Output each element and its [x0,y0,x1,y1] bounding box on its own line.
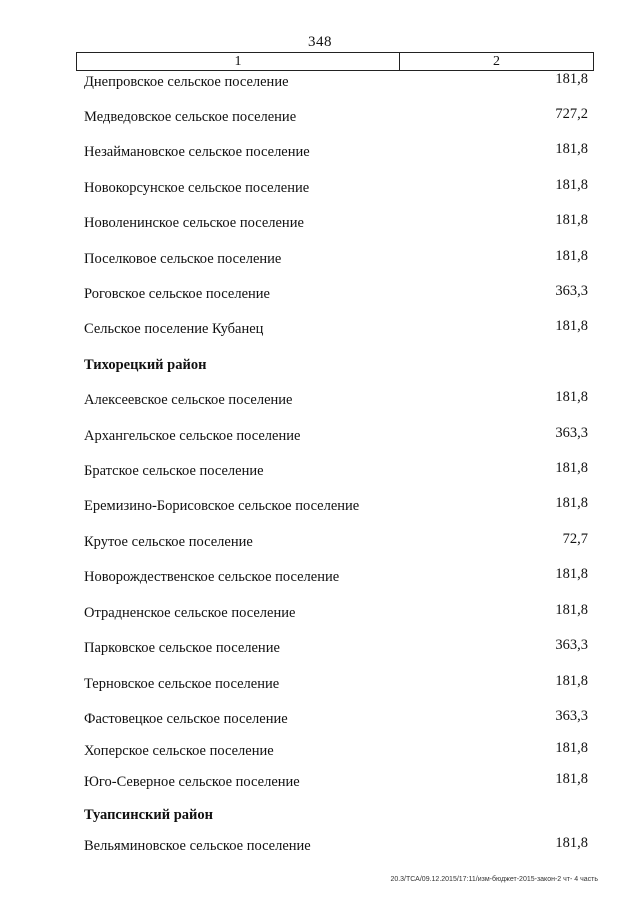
amount-value: 363,3 [555,425,588,441]
settlement-name: Фастовецкое сельское поселение [84,711,288,727]
table-row [84,709,594,729]
table-row [84,284,594,304]
amount-value: 363,3 [555,637,588,653]
amount-value: 181,8 [555,460,588,476]
amount-value: 181,8 [555,248,588,264]
table-row [84,674,594,694]
table-row [84,836,594,856]
table-row [84,603,594,623]
district-name: Тихорецкий район [84,357,207,373]
amount-value: 181,8 [555,602,588,618]
table-row [84,390,594,410]
column-header-2: 2 [493,54,500,69]
amount-value: 181,8 [555,141,588,157]
amount-value: 727,2 [555,106,588,122]
amount-value: 181,8 [555,495,588,511]
table-row [84,213,594,233]
settlement-name: Братское сельское поселение [84,463,264,479]
table-row [84,567,594,587]
settlement-name: Вельяминовское сельское поселение [84,838,311,854]
settlement-name: Хоперское сельское поселение [84,743,274,759]
table-row [84,249,594,269]
settlement-name: Алексеевское сельское поселение [84,392,293,408]
amount-value: 181,8 [555,318,588,334]
settlement-name: Новоленинское сельское поселение [84,215,304,231]
page-number: 348 [308,34,332,50]
settlement-name: Медведовское сельское поселение [84,109,297,125]
settlement-name: Новокорсунское сельское поселение [84,180,310,196]
settlement-name: Поселковое сельское поселение [84,251,282,267]
amount-value: 181,8 [555,673,588,689]
settlement-name: Роговское сельское поселение [84,286,270,302]
table-row [84,107,594,127]
amount-value: 181,8 [555,389,588,405]
district-heading-row [84,805,594,825]
column-header-1: 1 [77,53,400,70]
amount-value: 181,8 [555,566,588,582]
table-row [84,426,594,446]
settlement-name: Незаймановское сельское поселение [84,144,310,160]
settlement-name: Архангельское сельское поселение [84,428,301,444]
settlement-name: Терновское сельское поселение [84,676,280,692]
district-name: Туапсинский район [84,807,213,823]
amount-value: 363,3 [555,708,588,724]
amount-value: 363,3 [555,283,588,299]
table-row [84,496,594,516]
settlement-name: Парковское сельское поселение [84,640,280,656]
table-row [84,772,594,792]
settlement-name: Еремизино-Борисовское сельское поселение [84,498,360,514]
amount-value: 181,8 [555,71,588,87]
table-row [84,461,594,481]
amount-value: 72,7 [562,531,588,547]
district-heading-row [84,355,594,375]
table-row [84,638,594,658]
settlement-name: Отрадненское сельское поселение [84,605,296,621]
settlement-name: Крутое сельское поселение [84,534,253,550]
settlement-name: Сельское поселение Кубанец [84,321,264,337]
settlement-name: Юго-Северное сельское поселение [84,774,300,790]
settlement-name: Днепровское сельское поселение [84,74,289,90]
footer-stamp: 20.3/ТСА/09.12.2015/17:11/изм-бюджет-2015-закон-2 чт- 4 часть [390,876,598,883]
amount-value: 181,8 [555,177,588,193]
table-row [84,741,594,761]
amount-value: 181,8 [555,771,588,787]
table-row [84,178,594,198]
settlement-name: Новорождественское сельское поселение [84,569,340,585]
amount-value: 181,8 [555,740,588,756]
table-row [84,319,594,339]
amount-value: 181,8 [555,835,588,851]
amount-value: 181,8 [555,212,588,228]
table-row [84,142,594,162]
table-header [76,52,594,71]
table-row [84,72,594,92]
table-row [84,532,594,552]
